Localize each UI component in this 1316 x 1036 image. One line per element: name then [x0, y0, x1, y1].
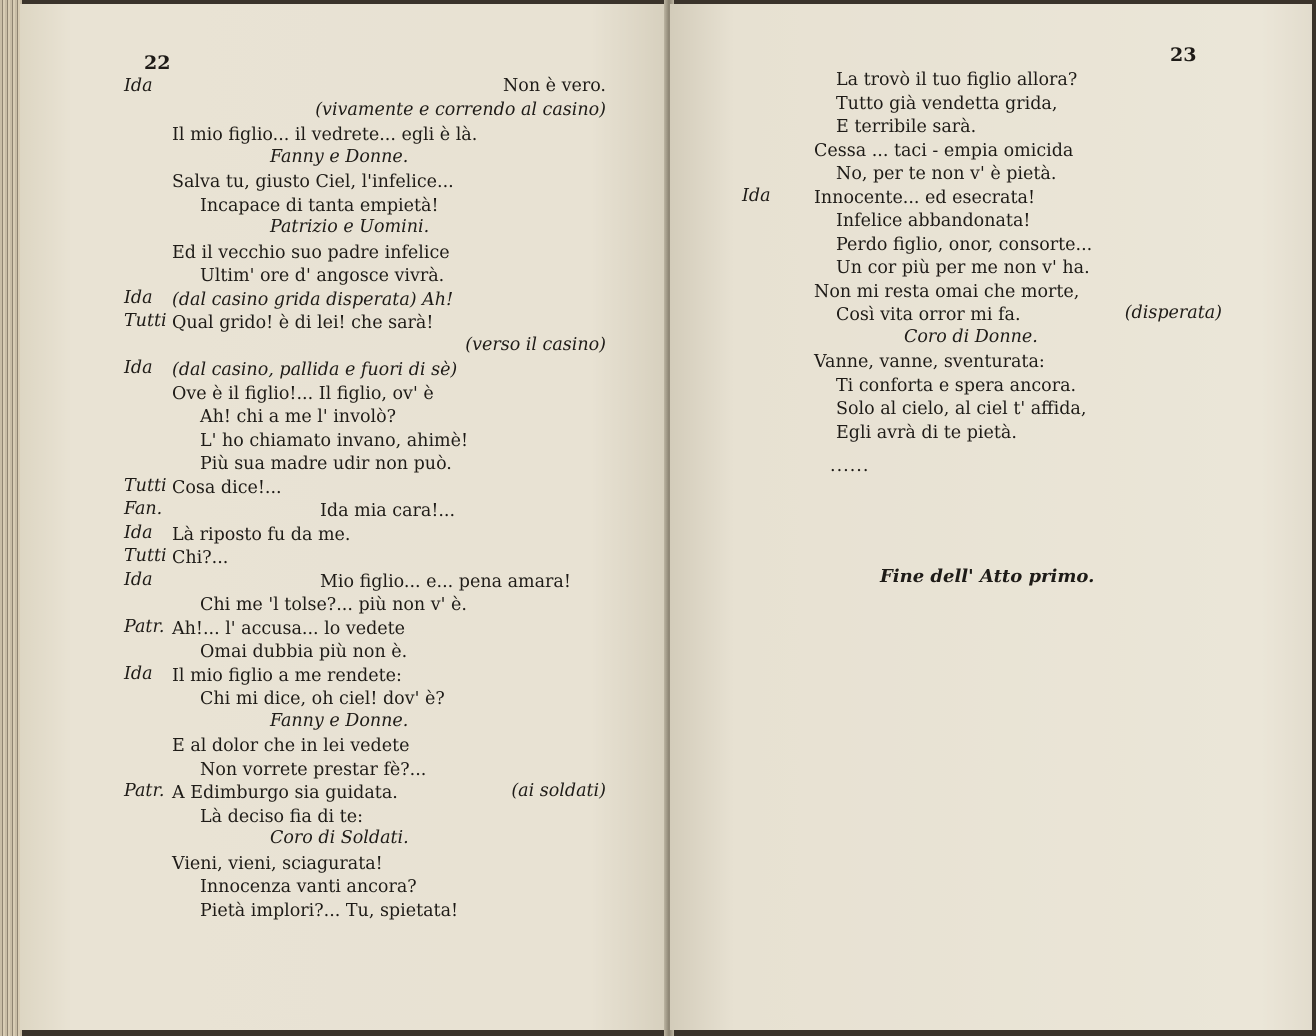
verse-line: Il mio figlio a me rendete:	[172, 665, 402, 686]
verse-line: Omai dubbia più non è.	[200, 642, 408, 662]
verse-line: Cessa ... taci - empia omicida	[814, 140, 1074, 161]
stage-chorus-label: Coro di Soldati.	[270, 828, 409, 848]
speaker-label: Ida	[124, 522, 153, 543]
left-page	[20, 4, 668, 1030]
stage-chorus-label: Coro di Donne.	[904, 326, 1038, 347]
verse-line: Ah! chi a me l' involò?	[200, 407, 397, 427]
verse-line: Là deciso fia di te:	[200, 806, 363, 827]
verse-line-right: Non è vero.	[502, 76, 606, 96]
stage-direction-right: (vivamente e correndo al casino)	[315, 99, 606, 120]
stage-chorus-label: Fanny e Donne.	[270, 146, 409, 167]
speaker-label: Tutti	[124, 475, 167, 496]
verse-line: Innocenza vanti ancora?	[200, 877, 417, 897]
verse-line: A Edimburgo sia guidata.	[172, 783, 398, 803]
stage-direction-right: (ai soldati)	[511, 781, 606, 801]
verse-line: Vieni, vieni, sciagurata!	[172, 853, 383, 874]
stage-direction-right: (disperata)	[1124, 303, 1222, 323]
verse-line: Ed il vecchio suo padre infelice	[172, 242, 450, 263]
verse-line: Egli avrà di te pietà.	[836, 422, 1017, 443]
verse-line: Un cor più per me non v' ha.	[836, 258, 1090, 278]
verse-line: Tutto già vendetta grida,	[836, 93, 1058, 114]
verse-line: Infelice abbandonata!	[836, 211, 1031, 231]
verse-line: Salva tu, giusto Ciel, l'infelice...	[172, 172, 454, 192]
verse-line: Ti conforta e spera ancora.	[836, 375, 1077, 396]
verse-line: Vanne, vanne, sventurata:	[814, 352, 1045, 372]
stage-direction-right: (verso il casino)	[465, 334, 606, 355]
speaker-label: Ida	[124, 358, 153, 378]
verse-line: Il mio figlio... il vedrete... egli è là.	[172, 125, 478, 145]
verse-line: No, per te non v' è pietà.	[836, 164, 1057, 184]
verse-line: Incapace di tanta empietà!	[200, 195, 439, 216]
verse-line: Non mi resta omai che morte,	[814, 281, 1080, 302]
speaker-label: Ida	[124, 663, 153, 684]
verse-line: Chi me 'l tolse?... più non v' è.	[200, 595, 467, 615]
verse-line: Ah!... l' accusa... lo vedete	[172, 618, 406, 639]
verse-line: Ove è il figlio!... Il figlio, ov' è	[172, 383, 434, 404]
stage-chorus-label: Patrizio e Uomini.	[270, 217, 430, 237]
stage-direction: (dal casino, pallida e fuori di sè)	[172, 360, 458, 380]
speaker-label: Fan.	[124, 499, 163, 519]
act-end-text: Fine dell' Atto primo.	[880, 566, 1095, 587]
verse-line: Perdo figlio, onor, consorte...	[836, 234, 1093, 255]
verse-line: Più sua madre udir non può.	[200, 454, 452, 474]
verse-line: Ultim' ore d' angosce vivrà.	[200, 266, 445, 286]
verse-line: Ida mia cara!...	[320, 501, 456, 521]
verse-line: E al dolor che in lei vedete	[172, 736, 410, 756]
verse-line: Non vorrete prestar fè?...	[200, 759, 427, 780]
page-edges	[0, 0, 22, 1036]
speaker-label: Ida	[124, 569, 153, 590]
speaker-label: Patr.	[124, 616, 165, 637]
speaker-label: Tutti	[124, 546, 167, 566]
verse-line: Là riposto fu da me.	[172, 524, 351, 545]
speaker-label: Ida	[124, 287, 153, 308]
verse-line: Così vita orror mi fa.	[836, 305, 1021, 325]
speaker-label: Patr.	[124, 781, 165, 801]
verse-line: Chi?...	[172, 548, 229, 568]
verse-line: Innocente... ed esecrata!	[814, 187, 1035, 208]
speaker-label: Ida	[124, 76, 153, 96]
page-number-left: 22	[144, 52, 171, 74]
ellipsis: ......	[830, 456, 870, 476]
stage-direction: (dal casino grida disperata) Ah!	[172, 289, 454, 310]
verse-line: Solo al cielo, al ciel t' affida,	[836, 399, 1087, 419]
speaker-label: Ida	[742, 185, 771, 206]
speaker-label: Tutti	[124, 311, 167, 331]
verse-line: Cosa dice!...	[172, 477, 282, 498]
stage-chorus-label: Fanny e Donne.	[270, 710, 409, 731]
verse-line: Qual grido! è di lei! che sarà!	[172, 313, 434, 333]
verse-line: Pietà implori?... Tu, spietata!	[200, 900, 459, 921]
verse-line: La trovò il tuo figlio allora?	[836, 70, 1078, 90]
verse-line: Mio figlio... e... pena amara!	[320, 571, 571, 592]
verse-line: E terribile sarà.	[836, 117, 977, 137]
verse-line: Chi mi dice, oh ciel! dov' è?	[200, 689, 445, 709]
verse-line: L' ho chiamato invano, ahimè!	[200, 430, 469, 451]
right-page	[670, 4, 1312, 1030]
page-number-right: 23	[1170, 44, 1197, 66]
